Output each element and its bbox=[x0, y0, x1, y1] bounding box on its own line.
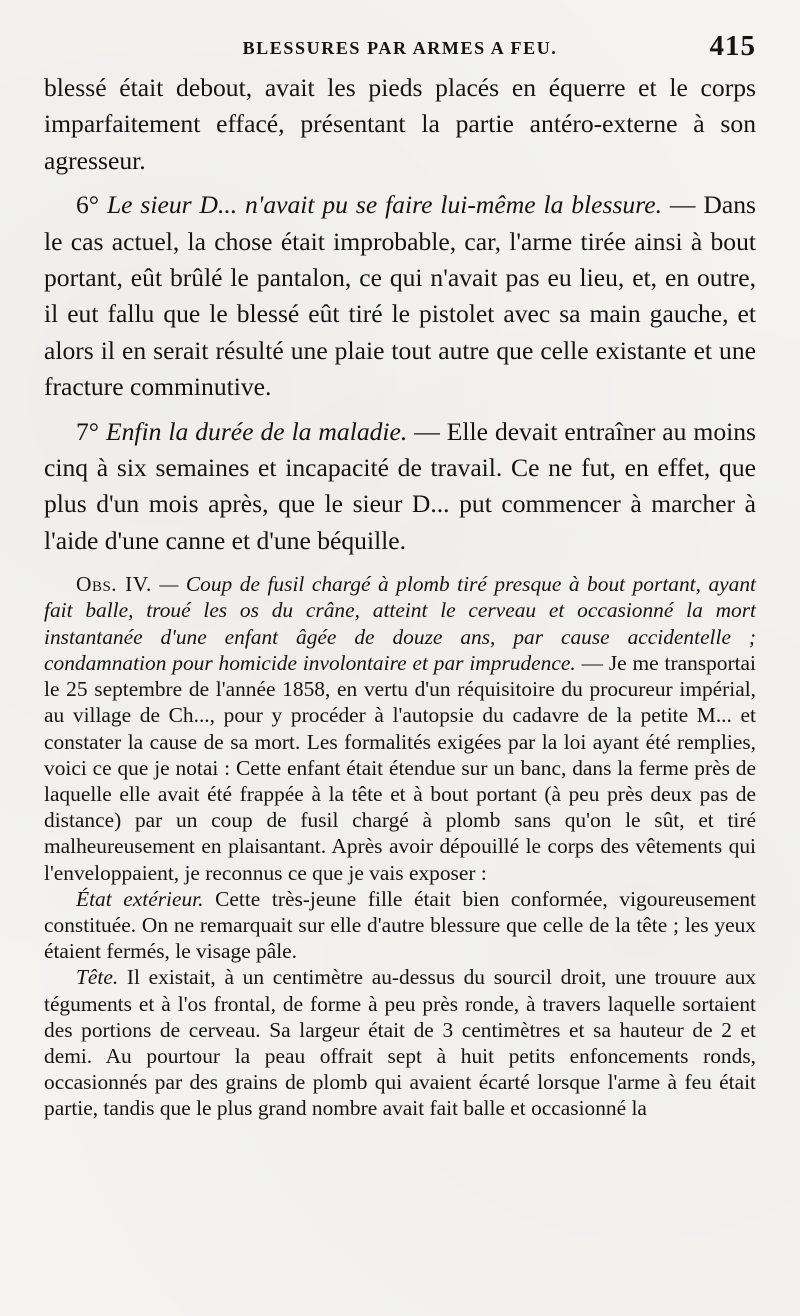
point-number: 7° bbox=[76, 416, 100, 446]
head-paragraph bbox=[44, 964, 756, 1121]
paragraph-text: blessé était debout, avait les pieds placés en équerre et le corps imparfaitement effacé, présentant la partie antéro-externe à son agresseur. bbox=[44, 73, 756, 175]
paragraph-point-6 bbox=[44, 187, 756, 405]
external-state-heading: État extérieur. bbox=[76, 886, 204, 911]
point-text: Dans le cas actuel, la chose était improbable, car, l'arme tirée ainsi à bout portant, eût brûlé le pantalon, ce qui n'avait pas eu lieu, et, en outre, il eut fallu que le blessé eût tiré le pistolet avec sa main gauche, et alors il en serait résulté une plaie tout autre que celle existante et une fracture comminutive. bbox=[44, 190, 756, 402]
head-heading: Tête. bbox=[76, 965, 119, 990]
external-state-paragraph bbox=[44, 886, 756, 965]
point-text: Elle devait entraîner au moins cinq à six semaines et incapacité de travail. Ce ne fut, en effet, que plus d'un mois après, que le sieur D... put commencer à marcher à l'aide d'une canne et d'une béquille. bbox=[44, 416, 756, 555]
observation-paragraph bbox=[44, 571, 756, 885]
point-dash: — bbox=[669, 190, 704, 220]
point-heading: Le sieur D... n'avait pu se faire lui-même la blessure. bbox=[106, 190, 662, 220]
paragraph-gap bbox=[44, 179, 756, 187]
running-title: BLESSURES PAR ARMES A FEU. bbox=[242, 38, 558, 58]
page-number: 415 bbox=[709, 30, 756, 62]
paragraph-continuation bbox=[44, 70, 756, 179]
point-heading: Enfin la durée de la maladie. bbox=[106, 416, 408, 446]
paragraph-point-7 bbox=[44, 414, 756, 560]
section-gap bbox=[44, 559, 756, 571]
body-text bbox=[44, 70, 756, 1122]
external-state-text: Cette très-jeune fille était bien conformée, vigoureusement constituée. On ne remarquait sur elle d'autre blessure que celle de la tête ; les yeux étaient fermés, le visage pâle. bbox=[44, 886, 756, 964]
observation-text: — Je me transportai le 25 septembre de l'année 1858, en vertu d'un réquisitoire du procureur impérial, au village de Ch..., pour y procéder à l'autopsie du cadavre de la petite M... et constater la cause de sa mort. Les formalités exigées par la loi ayant été remplies, voici ce que je notai : Cette enfant était étendue sur un banc, dans la ferme près de laquelle elle avait été frappée à la tête et à bout portant (à peu près deux pas de distance) par un coup de fusil chargé à plomb sans qu'on le sût, et tiré malheureusement en plaisantant. Après avoir dépouillé le corps des vêtements qui l'enveloppaient, je reconnus ce que je vais exposer : bbox=[44, 650, 756, 885]
paragraph-gap bbox=[44, 406, 756, 414]
observation-heading: — Coup de fusil chargé à plomb tiré presque à bout portant, ayant fait balle, troué les os du crâne, atteint le cerveau et occasionné la mort instantanée d'une enfant âgée de douze ans, par cause accidentelle ; condamnation pour homicide involontaire et par imprudence. bbox=[44, 572, 756, 675]
point-number: 6° bbox=[76, 190, 100, 220]
point-dash: — bbox=[414, 416, 447, 446]
head-text: Il existait, à un centimètre au-dessus du sourcil droit, une trouure aux téguments et à l'os frontal, de forme à peu près ronde, à travers laquelle sortaient des portions de cerveau. Sa largeur était de 3 centimètres et sa hauteur de 2 et demi. Au pourtour la peau offrait sept à huit petits enfoncements ronds, occasionnés par des grains de plomb qui avaient écarté lorsque l'arme à feu était partie, tandis que le plus grand nombre avait fait balle et occasionné la bbox=[44, 965, 756, 1121]
observation-label: Obs. IV. bbox=[76, 572, 152, 597]
running-head bbox=[44, 30, 756, 70]
